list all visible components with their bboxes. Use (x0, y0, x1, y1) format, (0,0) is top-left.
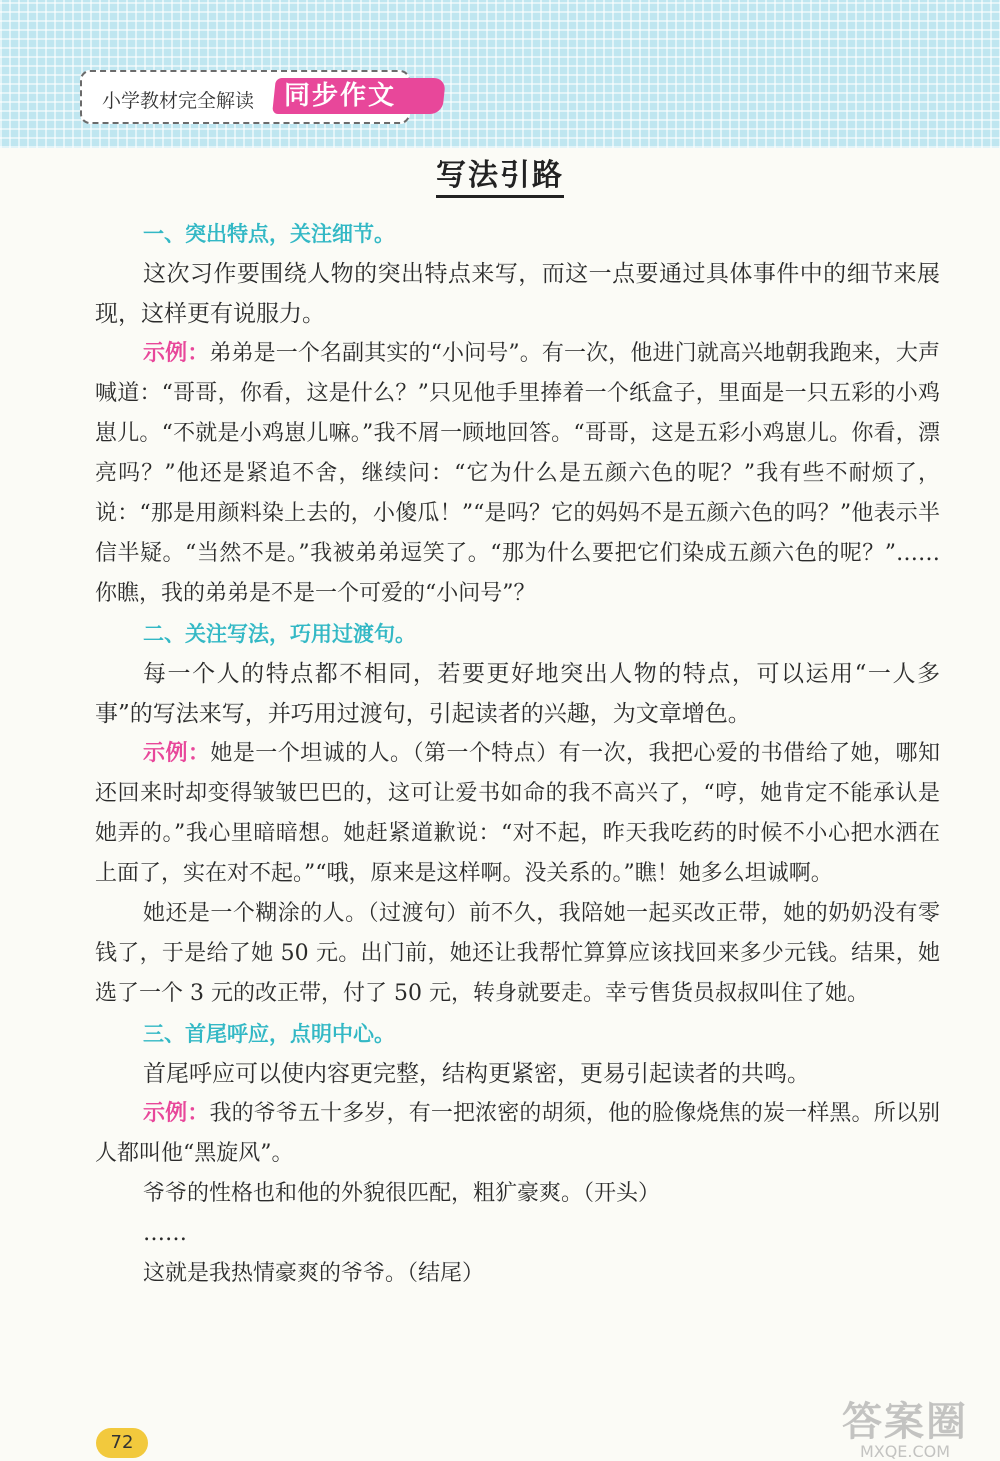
watermark-url: MXQE.COM (859, 1442, 951, 1461)
example-label: 示例： (143, 1101, 210, 1126)
example-paragraph (95, 1094, 940, 1174)
series-title: 小学教材完全解读 (102, 90, 255, 112)
page-title-text: 写法引路 (436, 158, 564, 198)
example-paragraph (95, 334, 940, 614)
section-heading-3: 三、首尾呼应，点明中心。 (143, 1022, 395, 1046)
example-paragraph: 爷爷的性格也和他的外貌很匹配，粗犷豪爽。（开头） (143, 1181, 661, 1206)
watermark-title: 答案圈 (842, 1399, 968, 1445)
section-intro-1: 这次习作要围绕人物的突出特点来写，而这一点要通过具体事件中的细节来展现，这样更有说服力。 (95, 261, 940, 327)
section-heading-2: 二、关注写法，巧用过渡句。 (143, 622, 416, 646)
example-text: 她是一个坦诚的人。（第一个特点）有一次，我把心爱的书借给了她，哪知还回来时却变得皱皱巴巴的，这可让爱书如命的我不高兴了，“哼，她肯定不能承认是她弄的。”我心里暗暗想。她赶紧道歉说：“对不起，昨天我吃药的时候不小心把水洒在上面了，实在对不起。”“哦，原来是这样啊。没关系的。”瞧！她多么坦诚啊。 (95, 741, 940, 886)
page-title (0, 150, 1000, 194)
example-closing: 这就是我热情豪爽的爷爷。（结尾） (143, 1261, 485, 1286)
section-intro-3: 首尾呼应可以使内容更完整，结构更紧密，更易引起读者的共鸣。 (143, 1061, 810, 1087)
watermark-logo (820, 1400, 990, 1460)
example-text: 弟弟是一个名副其实的“小问号”。有一次，他进门就高兴地朝我跑来，大声喊道：“哥哥，你看，这是什么？”只见他手里捧着一个纸盒子，里面是一只五彩的小鸡崽儿。“不就是小鸡崽儿嘛。”我不屑一顾地回答。“哥哥，这是五彩小鸡崽儿。你看，漂亮吗？”他还是紧追不舍，继续问：“它为什么是五颜六色的呢？”我有些不耐烦了，说：“那是用颜料染上去的，小傻瓜！”“是吗？它的妈妈不是五颜六色的吗？”他表示半信半疑。“当然不是。”我被弟弟逗笑了。“那为什么要把它们染成五颜六色的呢？”……你瞧，我的弟弟是不是一个可爱的“小问号”？ (95, 341, 940, 606)
ellipsis: …… (143, 1221, 187, 1246)
brand-text: 同步作文 (284, 81, 397, 111)
article-body (95, 214, 940, 1294)
example-text: 我的爷爷五十多岁，有一把浓密的胡须，他的脸像烧焦的炭一样黑。所以别人都叫他“黑旋风”。 (95, 1101, 940, 1166)
brand-label (272, 78, 446, 114)
page-number: 72 (96, 1428, 148, 1458)
example-label: 示例： (143, 741, 211, 766)
book-header (80, 70, 410, 124)
section-heading-1: 一、突出特点，关注细节。 (143, 222, 395, 246)
section-intro-2: 每一个人的特点都不相同，若要更好地突出人物的特点，可以运用“一人多事”的写法来写，并巧用过渡句，引起读者的兴趣，为文章增色。 (95, 661, 940, 727)
example-paragraph (95, 734, 940, 894)
example-label: 示例： (143, 341, 210, 366)
example-paragraph: 她还是一个糊涂的人。（过渡句）前不久，我陪她一起买改正带，她的奶奶没有零钱了，于是给了她 50 元。出门前，她还让我帮忙算算应该找回来多少元钱。结果，她选了一个 3 元的改正带，付了 50 元，转身就要走。幸亏售货员叔叔叫住了她。 (95, 901, 940, 1006)
